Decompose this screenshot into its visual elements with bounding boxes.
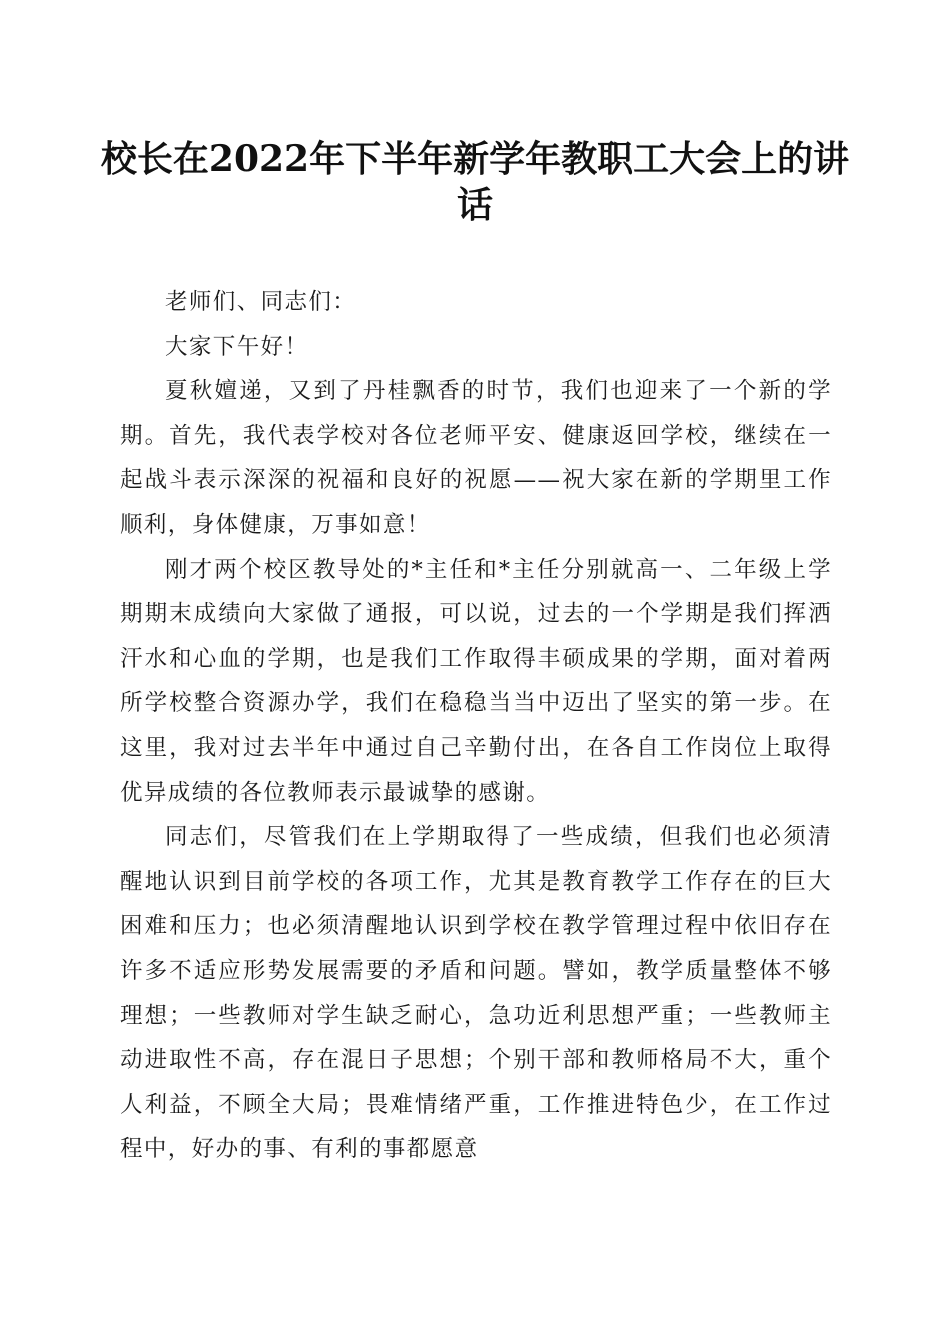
- paragraph-problems: 同志们，尽管我们在上学期取得了一些成绩，但我们也必须清醒地认识到目前学校的各项工作，尤其是教育教学工作存在的巨大困难和压力；也必须清醒地认识到学校在教学管理过程中依旧存在许多不适应形势发展需要的矛盾和问题。譬如，教学质量整体不够理想；一些教师对学生缺乏耐心，急功近利思想严重；一些教师主动进取性不高，存在混日子思想；个别干部和教师格局不大，重个人利益，不顾全大局；畏难情绪严重，工作推进特色少，在工作过程中，好办的事、有利的事都愿意: [120, 824, 832, 1163]
- salutation: 老师们、同志们：: [165, 289, 357, 315]
- document-body: [120, 280, 832, 1172]
- greeting: 大家下午好！: [165, 333, 309, 360]
- paragraph-review: 刚才两个校区教导处的*主任和*主任分别就高一、二年级上学期期末成绩向大家做了通报，可以说，过去的一个学期是我们挥洒汗水和心血的学期，也是我们工作取得丰硕成果的学期，面对着两所学校整合资源办学，我们在稳稳当当中迈出了坚实的第一步。在这里，我对过去半年中通过自己辛勤付出，在各自工作岗位上取得优异成绩的各位教师表示最诚挚的感谢。: [120, 556, 832, 806]
- paragraph-opening: 夏秋嬗递，又到了丹桂飘香的时节，我们也迎来了一个新的学期。首先，我代表学校对各位老师平安、健康返回学校，继续在一起战斗表示深深的祝福和良好的祝愿——祝大家在新的学期里工作顺利，身体健康，万事如意！: [120, 378, 832, 538]
- document-title: 校长在2022年下半年新学年教职工大会上的讲话: [100, 138, 850, 226]
